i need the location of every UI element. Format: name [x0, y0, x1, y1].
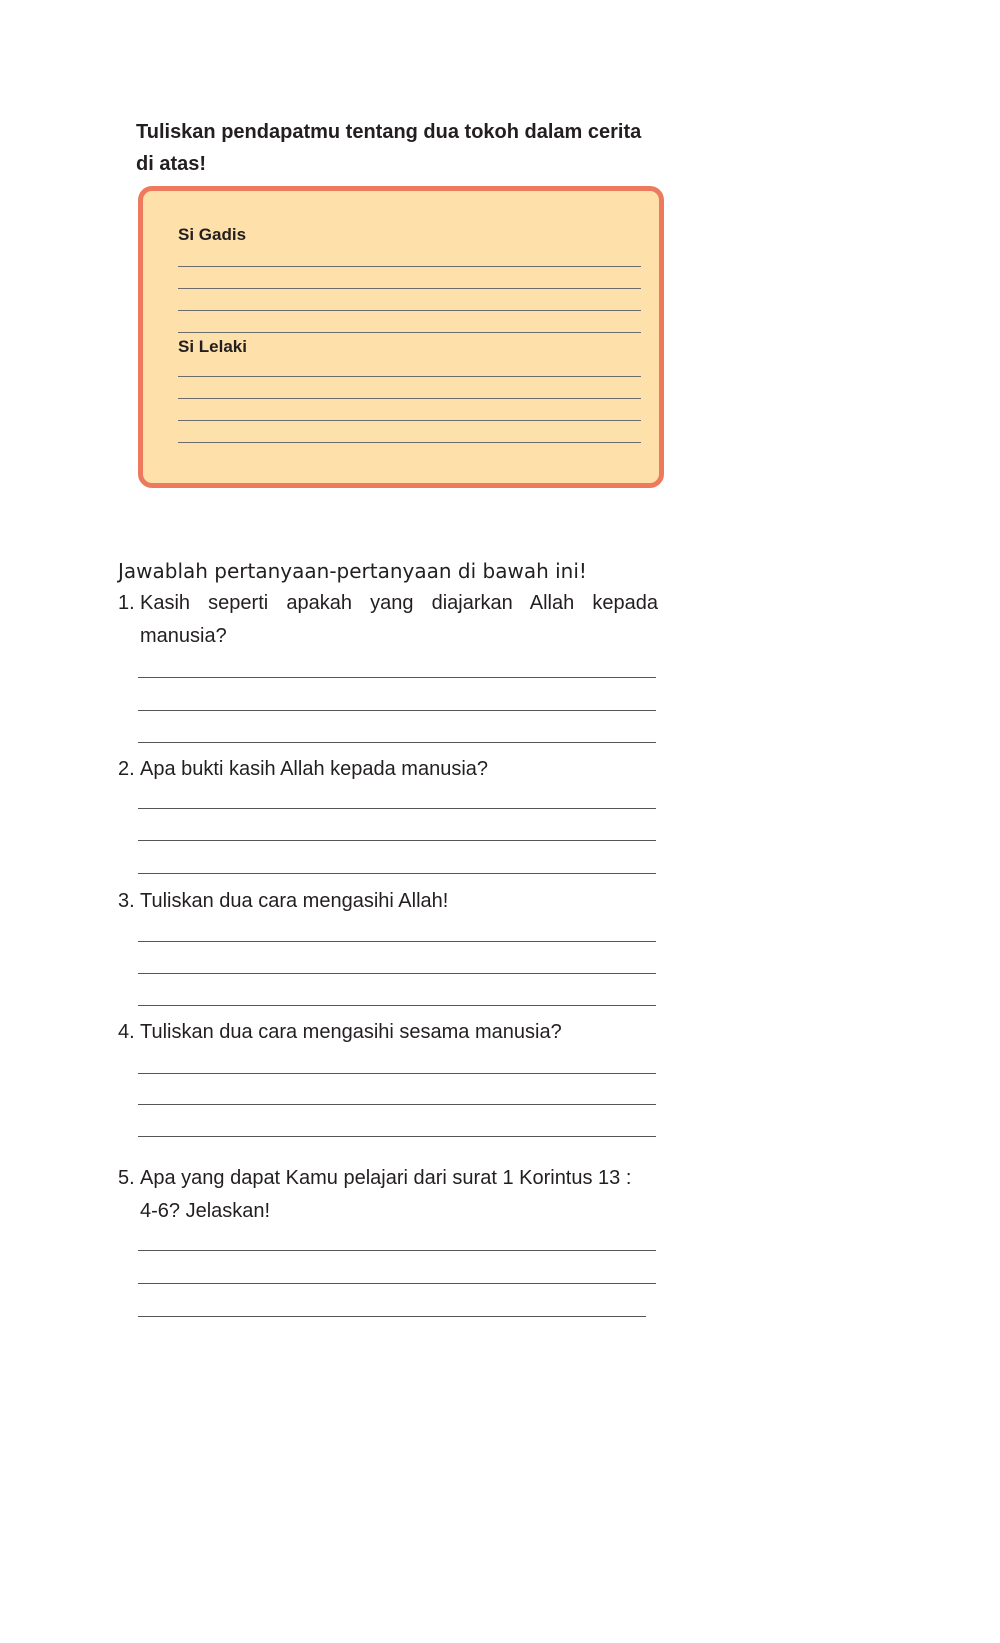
question-4 [118, 1016, 658, 1049]
answer-line-q4-2[interactable] [138, 1104, 656, 1105]
answer-line-si-lelaki-2[interactable] [178, 398, 641, 399]
opinion-instruction [136, 116, 676, 180]
answer-line-q3-2[interactable] [138, 973, 656, 974]
opinion-instruction-line-1: Tuliskan pendapatmu tentang dua tokoh dalam cerita [136, 121, 642, 143]
character-label-si-gadis: Si Gadis [178, 225, 247, 244]
answer-line-q3-1[interactable] [138, 941, 656, 942]
question-5 [118, 1162, 658, 1228]
answer-line-q1-2[interactable] [138, 710, 656, 711]
answer-line-si-gadis-4[interactable] [178, 332, 641, 333]
question-4-text: Tuliskan dua cara mengasihi sesama manusia? [140, 1021, 562, 1043]
question-1-line-1 [118, 587, 658, 620]
opinion-instruction-line-2: di atas! [136, 153, 207, 175]
question-3-number: 3. [118, 890, 135, 912]
answer-line-q2-3[interactable] [138, 873, 656, 874]
answer-line-si-gadis-1[interactable] [178, 266, 641, 267]
answer-line-q5-2[interactable] [138, 1283, 656, 1284]
answer-line-si-gadis-3[interactable] [178, 310, 641, 311]
answer-line-si-lelaki-4[interactable] [178, 442, 641, 443]
question-2 [118, 753, 658, 786]
question-1-continuation: manusia? [140, 625, 227, 647]
character-label-si-lelaki: Si Lelaki [178, 337, 247, 356]
question-5-line-1 [118, 1162, 658, 1195]
questions-instruction: Jawablah pertanyaan-pertanyaan di bawah ini! [118, 559, 587, 583]
answer-line-q2-2[interactable] [138, 840, 656, 841]
question-5-continuation: 4-6? Jelaskan! [140, 1200, 271, 1222]
answer-line-si-lelaki-3[interactable] [178, 420, 641, 421]
character-opinion-box [138, 186, 664, 488]
answer-line-q5-3[interactable] [138, 1316, 646, 1317]
answer-line-q5-1[interactable] [138, 1250, 656, 1251]
question-5-number: 5. [118, 1167, 135, 1189]
answer-line-q4-3[interactable] [138, 1136, 656, 1137]
question-1-text: Kasih seperti apakah yang diajarkan Allah kepada [140, 592, 658, 614]
question-1-number: 1. [118, 592, 135, 614]
answer-line-q1-3[interactable] [138, 742, 656, 743]
question-1 [118, 587, 658, 653]
question-2-number: 2. [118, 758, 135, 780]
question-4-number: 4. [118, 1021, 135, 1043]
answer-line-q3-3[interactable] [138, 1005, 656, 1006]
question-3 [118, 885, 658, 918]
question-2-text: Apa bukti kasih Allah kepada manusia? [140, 758, 489, 780]
answer-line-q1-1[interactable] [138, 677, 656, 678]
question-3-text: Tuliskan dua cara mengasihi Allah! [140, 890, 449, 912]
answer-line-q2-1[interactable] [138, 808, 656, 809]
question-5-text: Apa yang dapat Kamu pelajari dari surat 1 Korintus 13 : [140, 1167, 632, 1189]
answer-line-si-lelaki-1[interactable] [178, 376, 641, 377]
answer-line-q4-1[interactable] [138, 1073, 656, 1074]
answer-line-si-gadis-2[interactable] [178, 288, 641, 289]
